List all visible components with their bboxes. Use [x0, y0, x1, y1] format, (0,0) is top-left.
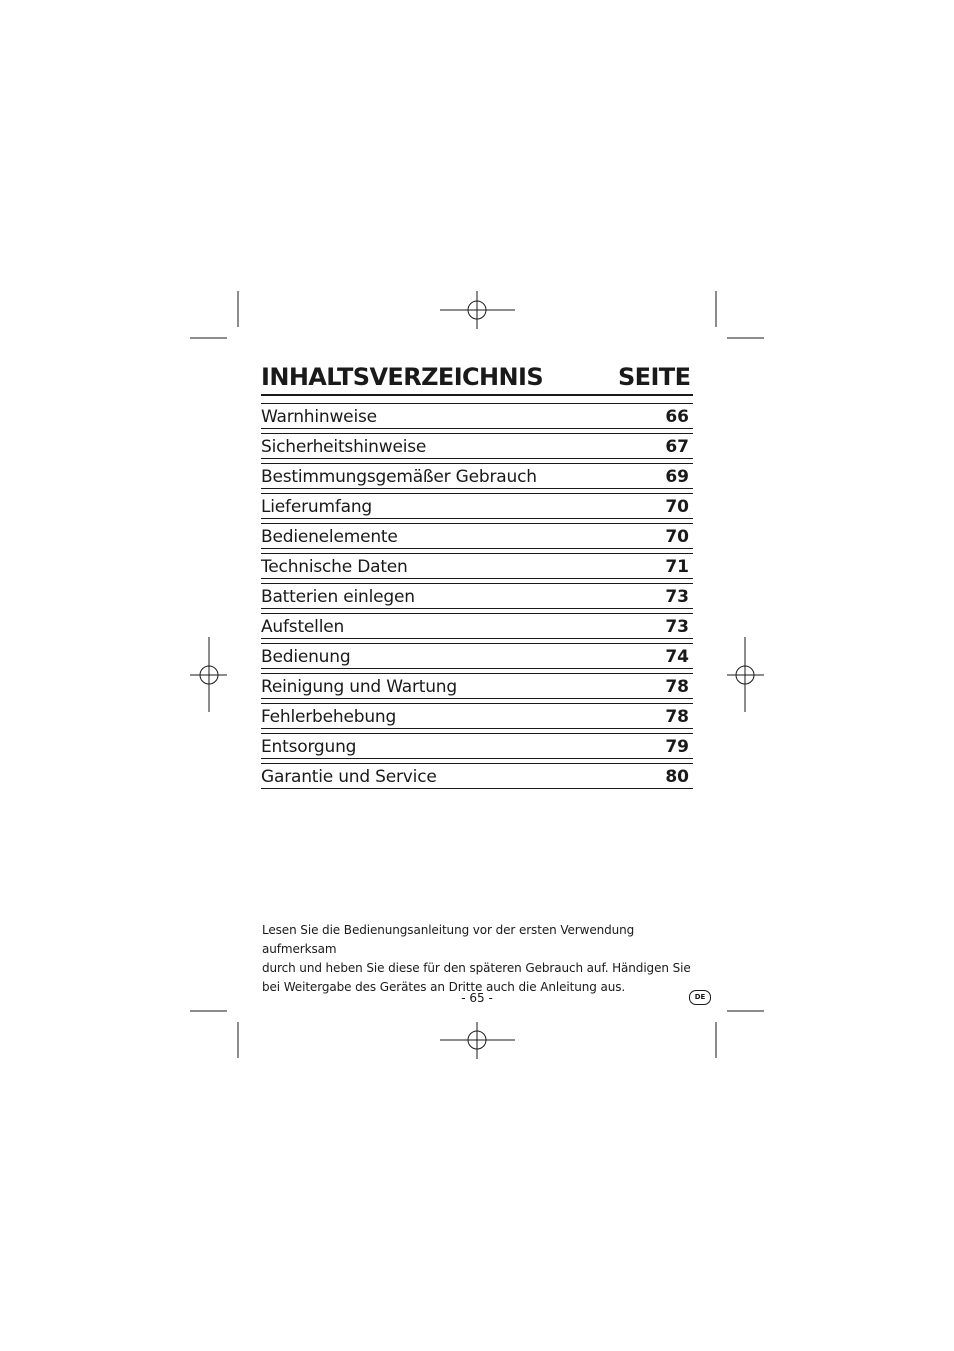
toc-header [261, 362, 693, 396]
toc-entry-page: 67 [665, 437, 689, 457]
toc-entry-page: 70 [665, 497, 689, 517]
toc-entry-label: Bedienung [261, 647, 351, 667]
toc-entry[interactable] [261, 643, 693, 669]
toc-entry-label: Garantie und Service [261, 767, 437, 787]
toc-entry-page: 66 [665, 407, 689, 427]
toc-entry-label: Fehlerbehebung [261, 707, 397, 727]
toc-entry[interactable] [261, 553, 693, 579]
toc-entry-page: 78 [665, 707, 689, 727]
toc-entry-label: Technische Daten [261, 557, 408, 577]
toc-entry-page: 80 [665, 767, 689, 787]
toc-entry[interactable] [261, 403, 693, 429]
toc-entry-page: 71 [665, 557, 689, 577]
registration-target-right [727, 637, 764, 712]
toc-entry[interactable] [261, 703, 693, 729]
toc-entry-label: Bestimmungsgemäßer Gebrauch [261, 467, 537, 487]
toc-entry-label: Lieferumfang [261, 497, 372, 517]
toc-list [261, 403, 693, 793]
toc-entry[interactable] [261, 523, 693, 549]
toc-entry-page: 78 [665, 677, 689, 697]
toc-entry[interactable] [261, 463, 693, 489]
toc-entry[interactable] [261, 673, 693, 699]
intro-line: durch und heben Sie diese für den späteren Gebrauch auf. Händigen Sie [262, 961, 691, 975]
toc-entry-label: Batterien einlegen [261, 587, 415, 607]
intro-line: Lesen Sie die Bedienungsanleitung vor der ersten Verwendung aufmerksam [262, 923, 635, 956]
toc-entry[interactable] [261, 583, 693, 609]
intro-paragraph [262, 921, 692, 997]
intro-line: bei Weitergabe des Gerätes an Dritte auch die Anleitung aus. [262, 980, 626, 994]
language-badge: DE [689, 990, 711, 1005]
toc-entry[interactable] [261, 733, 693, 759]
toc-page-heading: SEITE [618, 363, 691, 391]
toc-entry-page: 70 [665, 527, 689, 547]
toc-entry-label: Bedienelemente [261, 527, 398, 547]
registration-target-top [440, 291, 515, 329]
page-number: - 65 - [461, 991, 493, 1005]
toc-entry[interactable] [261, 613, 693, 639]
toc-entry-label: Warnhinweise [261, 407, 377, 427]
registration-target-bottom [440, 1022, 515, 1059]
toc-entry-page: 69 [665, 467, 689, 487]
toc-entry-label: Sicherheitshinweise [261, 437, 427, 457]
toc-entry-page: 79 [665, 737, 689, 757]
toc-entry[interactable] [261, 433, 693, 459]
toc-entry[interactable] [261, 763, 693, 789]
toc-entry-label: Aufstellen [261, 617, 345, 637]
toc-entry-page: 74 [665, 647, 689, 667]
toc-entry[interactable] [261, 493, 693, 519]
toc-entry-label: Reinigung und Wartung [261, 677, 457, 697]
registration-target-left [190, 637, 227, 712]
toc-entry-label: Entsorgung [261, 737, 357, 757]
toc-title: INHALTSVERZEICHNIS [261, 363, 544, 391]
toc-entry-page: 73 [665, 587, 689, 607]
toc-entry-page: 73 [665, 617, 689, 637]
